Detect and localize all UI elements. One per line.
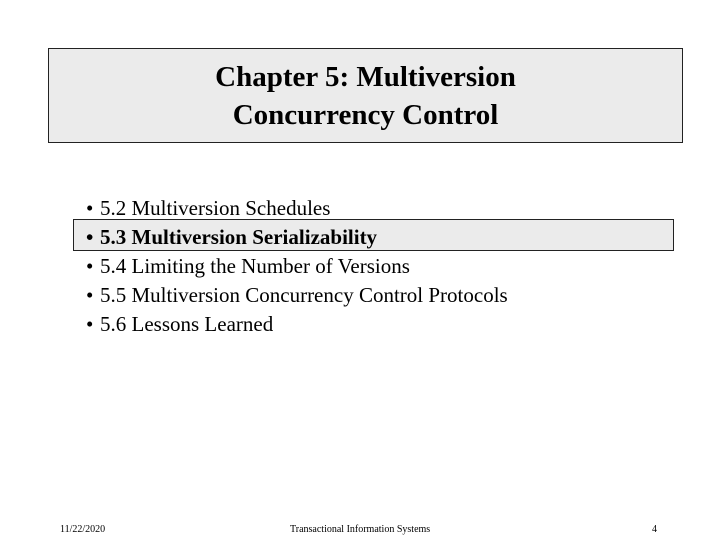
chapter-title-box bbox=[48, 48, 683, 143]
bullet-icon: • bbox=[86, 312, 94, 336]
section-item-5-5 bbox=[86, 281, 686, 310]
footer-date: 11/22/2020 bbox=[60, 524, 106, 535]
section-list bbox=[86, 194, 686, 339]
section-label: 5.5 Multiversion Concurrency Control Protocols bbox=[100, 283, 508, 307]
section-label: 5.2 Multiversion Schedules bbox=[100, 196, 331, 220]
section-label: 5.6 Lessons Learned bbox=[100, 312, 274, 336]
section-item-5-3-current bbox=[86, 223, 686, 252]
footer-title: Transactional Information Systems bbox=[290, 524, 431, 535]
section-label: 5.4 Limiting the Number of Versions bbox=[100, 254, 410, 278]
chapter-title-line-1: Chapter 5: Multiversion bbox=[215, 60, 516, 93]
bullet-icon: • bbox=[86, 283, 94, 307]
chapter-title-line-2: Concurrency Control bbox=[232, 98, 499, 131]
bullet-icon: • bbox=[86, 225, 94, 249]
section-label: 5.3 Multiversion Serializability bbox=[100, 225, 378, 249]
bullet-icon: • bbox=[86, 196, 94, 220]
page-number: 4 bbox=[652, 524, 657, 535]
section-item-5-4 bbox=[86, 252, 686, 281]
section-item-5-2 bbox=[86, 194, 686, 223]
bullet-icon: • bbox=[86, 254, 94, 278]
section-item-5-6 bbox=[86, 310, 686, 339]
